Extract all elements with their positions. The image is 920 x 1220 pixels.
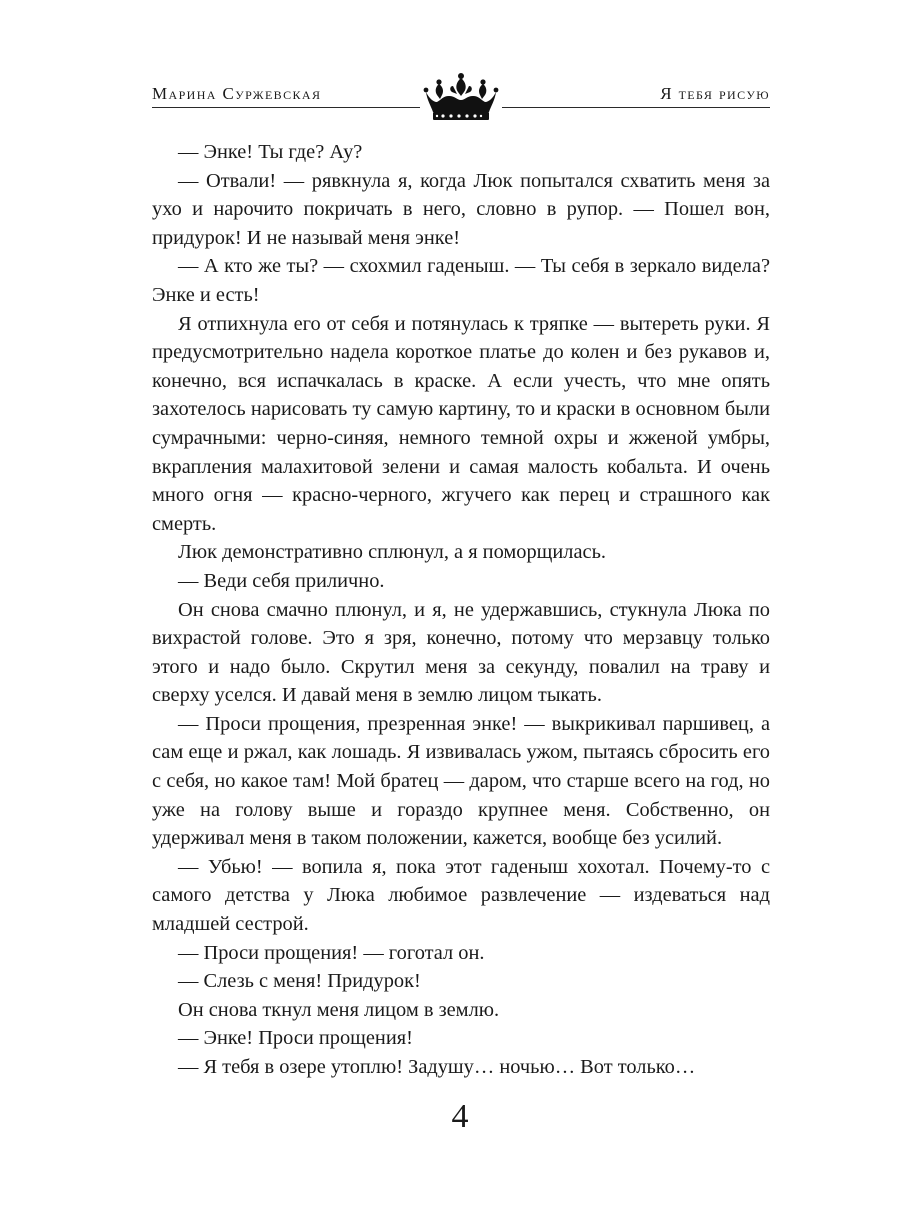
paragraph: — Энке! Ты где? Ау? [178, 141, 363, 163]
paragraph: — Веди себя прилично. [178, 569, 385, 592]
paragraph: — А кто же ты? — схохмил гаденыш. — Ты себя в зеркало видела? Энке и есть! [152, 255, 770, 306]
crown-icon [423, 72, 499, 122]
paragraph: — Проси прощения! — гоготал он. [178, 941, 485, 964]
running-header [152, 72, 770, 122]
header-author: Марина Суржевская [152, 84, 322, 103]
paragraph: Он снова ткнул меня лицом в землю. [178, 998, 500, 1021]
header-rule-right [502, 107, 770, 108]
paragraph: — Убью! — вопила я, пока этот гаденыш хохотал. Почему-то с самого детства у Люка любимое развлечение — издеваться над младшей сестрой. [152, 855, 770, 936]
paragraph: Люк демонстративно сплюнул, а я поморщилась. [178, 541, 606, 564]
paragraph: Я отпихнула его от себя и потянулась к тряпке — вытереть руки. Я предусмотрительно надела короткое платье до колен и без рукавов и, конечно, вся испачкалась в краске. А если учесть, что мне опять захотелось нарисовать ту самую картину, то и краски в основном были сумрачными: черно-синяя, немного темной охры и жженой умбры, вкрапления малахитовой зелени и самая малость кобальта. И очень много огня — красно-черного, жгучего как перец и страшного как смерть. [152, 312, 770, 535]
paragraph: — Энке! Проси прощения! [178, 1027, 413, 1050]
body-text [152, 138, 770, 1082]
header-rule-left [152, 107, 420, 108]
paragraph: — Слезь с меня! Придурок! [178, 970, 421, 993]
paragraph: — Отвали! — рявкнула я, когда Люк попытался схватить меня за ухо и нарочито покричать в него, словно в рупор. — Пошел вон, придурок! И не называй меня энке! [152, 169, 770, 249]
page-number: 4 [451, 1098, 469, 1135]
paragraph: — Проси прощения, презренная энке! — выкрикивал паршивец, а сам еще и ржал, как лошадь. Я извивалась ужом, пытаясь сбросить его с себя, но какое там! Мой братец — даром, что старше всего на год, но уже на голову выше и гораздо крупнее меня. Собственно, он удерживал меня в таком положении, кажется, вообще без усилий. [152, 712, 770, 850]
header-book-title: Я тебя рисую [660, 84, 770, 103]
paragraph: Он снова смачно плюнул, и я, не удержавшись, стукнула Люка по вихрастой голове. Это я зря, конечно, потому что мерзавцу только этого и надо было. Скрутил меня за секунду, повалил на траву и сверху уселся. И давай меня в землю лицом тыкать. [152, 598, 770, 707]
paragraph: — Я тебя в озере утоплю! Задушу… ночью… Вот только… [178, 1056, 696, 1078]
